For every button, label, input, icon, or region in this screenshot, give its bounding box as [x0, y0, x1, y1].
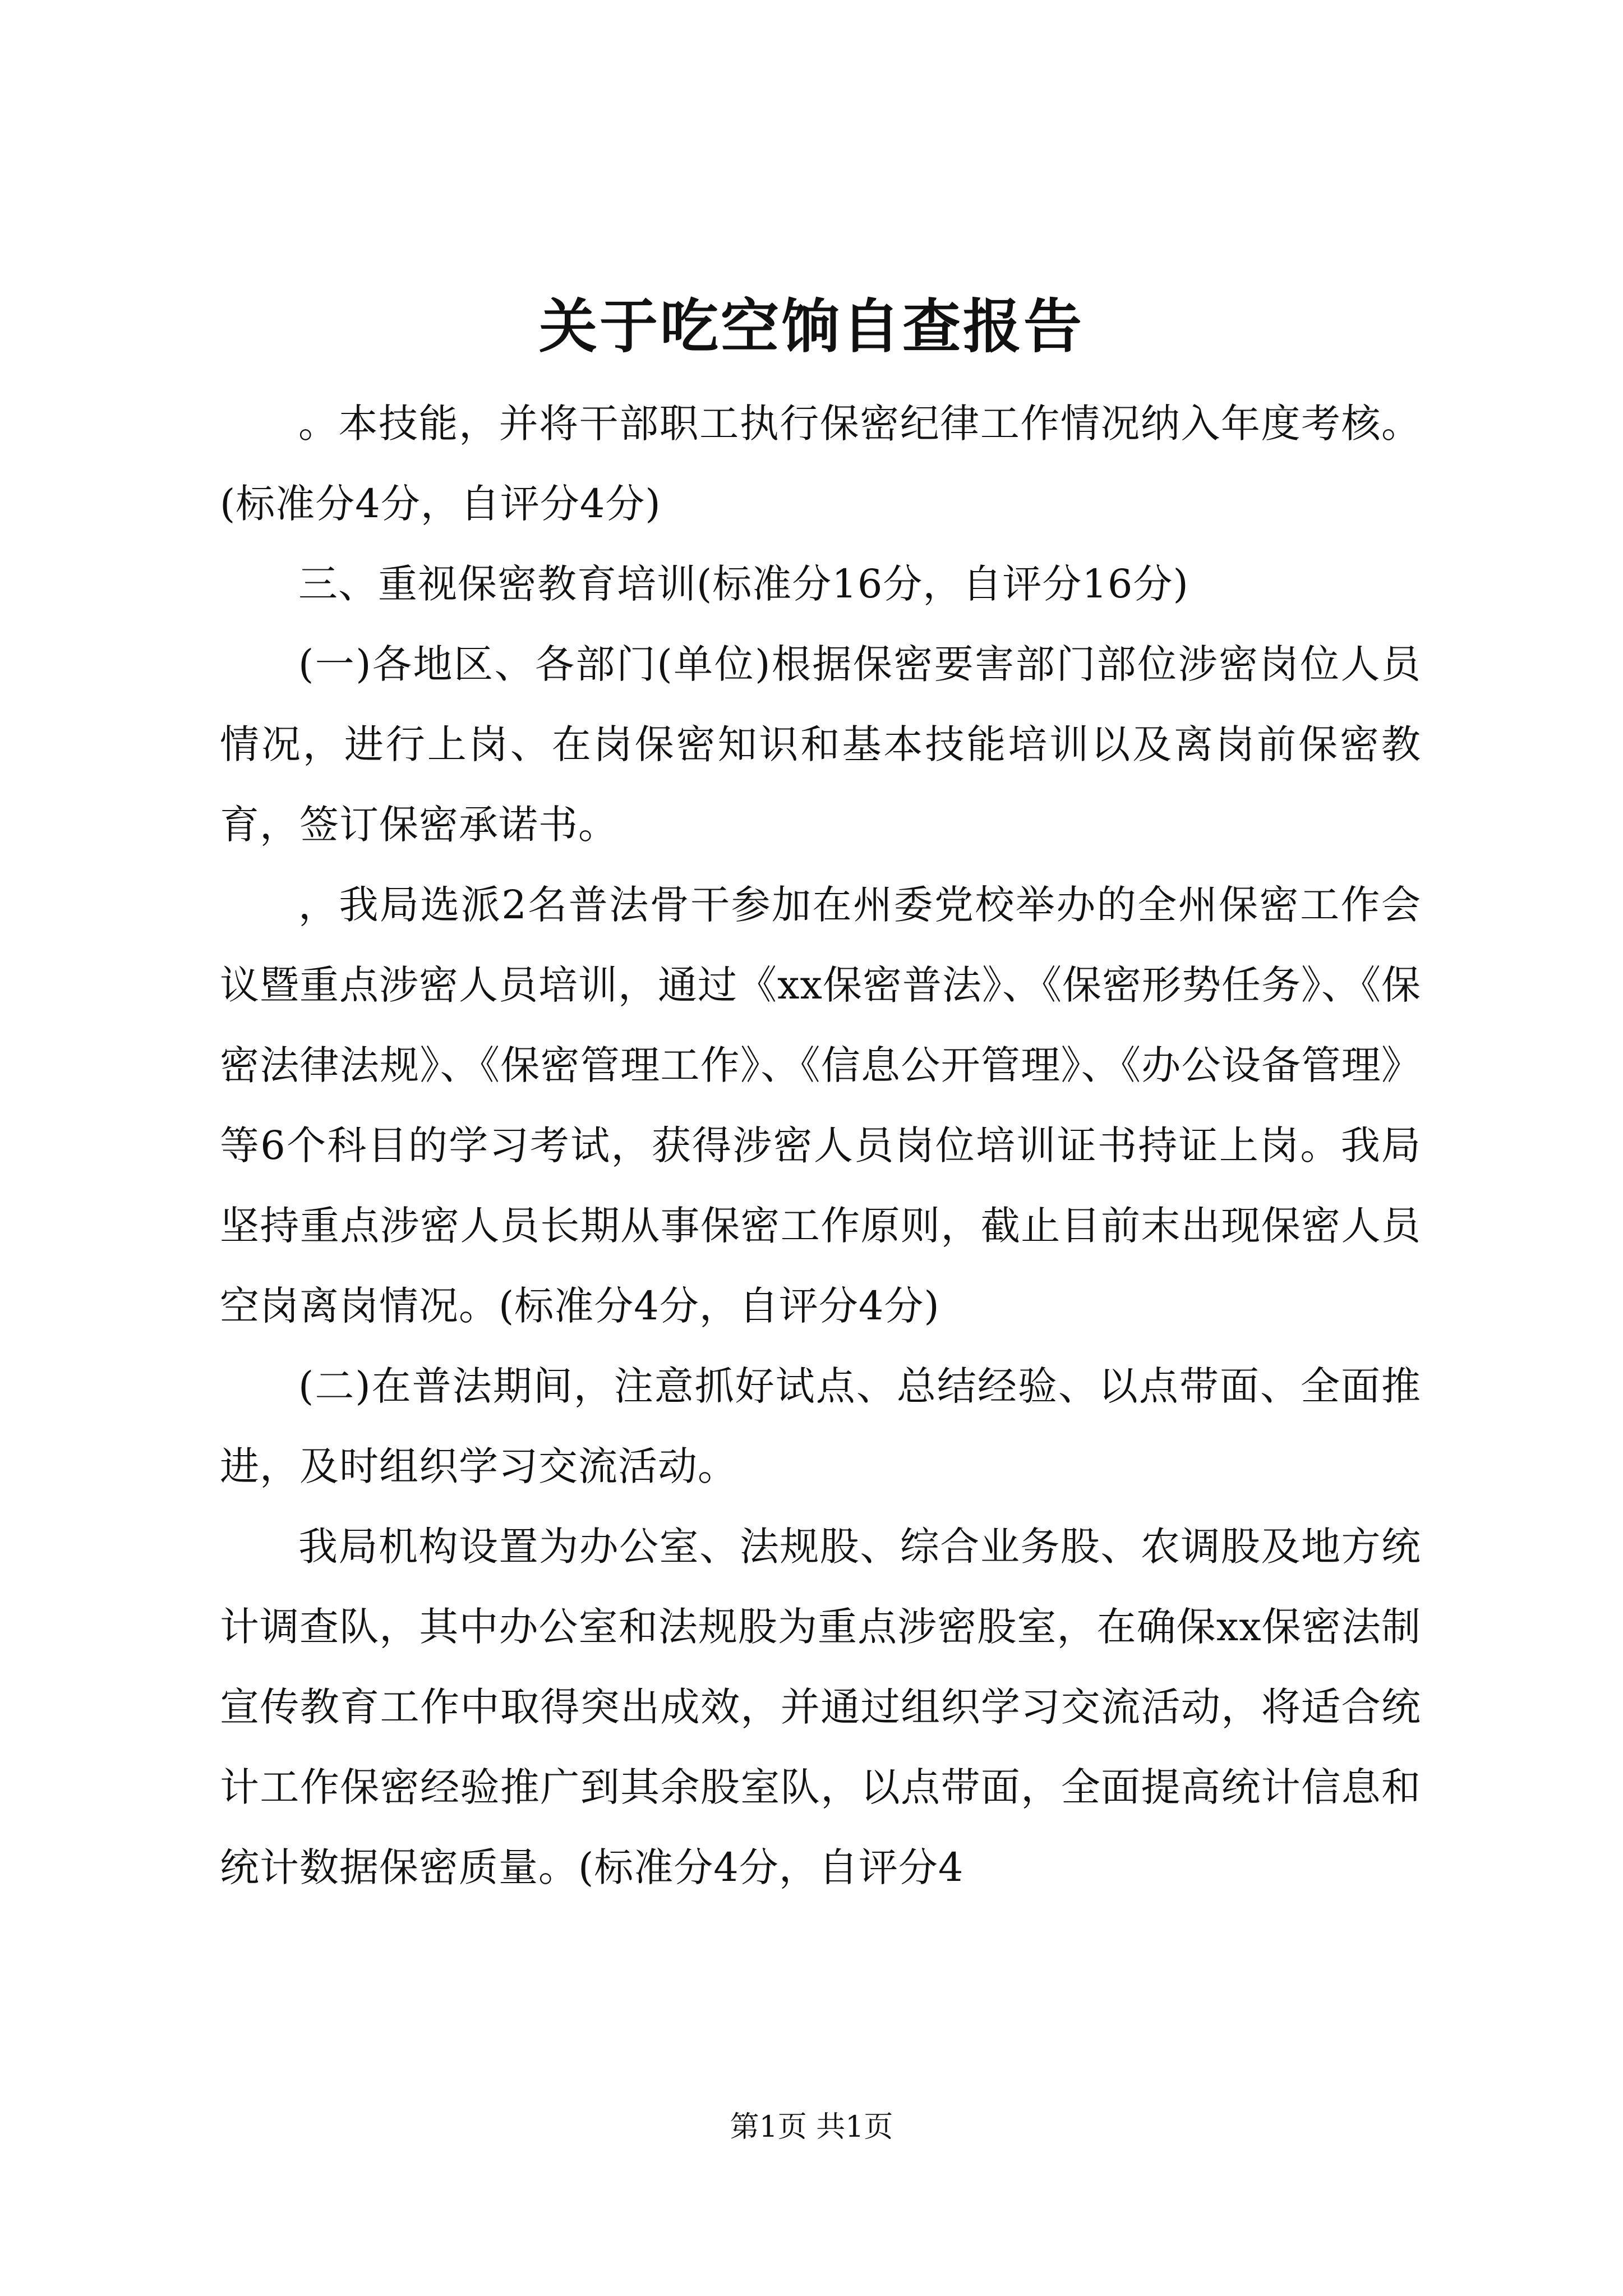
paragraph: 我局机构设置为办公室、法规股、综合业务股、农调股及地方统计调查队，其中办公室和法规股为重点涉密股室，在确保xx保密法制宣传教育工作中取得突出成效，并通过组织学习交流活动，将适合统计工作保密经验推广到其余股室队，以点带面，全面提高统计信息和统计数据保密质量。(标准分4分，自评分4: [220, 1524, 1421, 1890]
document-title: 关于吃空饷自查报告: [538, 292, 1084, 361]
paragraph: 三、重视保密教育培训(标准分16分，自评分16分): [298, 561, 1189, 607]
paragraph: (二)在普法期间，注意抓好试点、总结经验、以点带面、全面推进，及时组织学习交流活动。: [220, 1363, 1421, 1489]
page-number-footer: 第1页 共1页: [730, 2110, 893, 2144]
document-body: [220, 384, 1421, 1908]
paragraph: 。本技能，并将干部职工执行保密纪律工作情况纳入年度考核。(标准分4分，自评分4分): [220, 401, 1421, 527]
paragraph: (一)各地区、各部门(单位)根据保密要害部门部位涉密岗位人员情况，进行上岗、在岗保密知识和基本技能培训以及离岗前保密教育，签订保密承诺书。: [220, 641, 1421, 848]
paragraph: ，我局选派2名普法骨干参加在州委党校举办的全州保密工作会议暨重点涉密人员培训，通过《xx保密普法》、《保密形势任务》、《保密法律法规》、《保密管理工作》、《信息公开管理》、《办公设备管理》等6个科目的学习考试，获得涉密人员岗位培训证书持证上岗。我局坚持重点涉密人员长期从事保密工作原则，截止目前末出现保密人员空岗离岗情况。(标准分4分，自评分4分): [220, 882, 1421, 1329]
